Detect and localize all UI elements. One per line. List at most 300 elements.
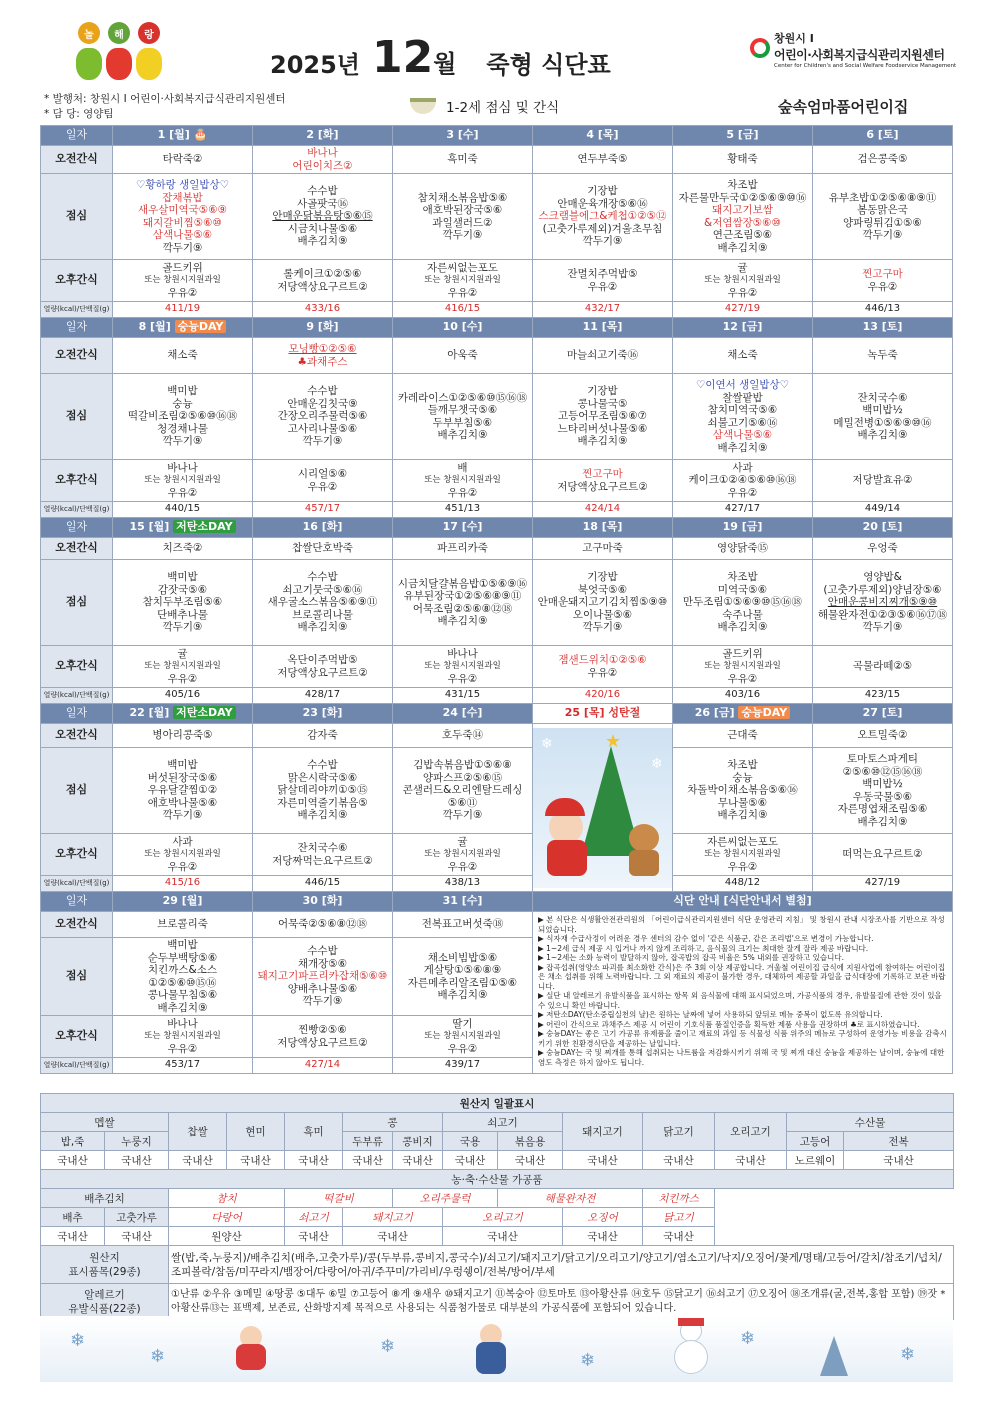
snowflake-icon: ❄ xyxy=(740,1328,756,1349)
title-year: 2025년 xyxy=(270,51,360,79)
menu-item: 참치미역국⑤⑥ xyxy=(707,404,778,416)
menu-item: 배 xyxy=(457,461,468,474)
date-text: 3 [수] xyxy=(446,128,479,142)
origin-head: 수산물 xyxy=(787,1113,954,1132)
menu-item: 찐고구마 xyxy=(582,468,623,480)
lunch-cell xyxy=(253,374,393,460)
menu-item: 저당발효유② xyxy=(852,474,913,487)
menu-item: 잔치국수⑥ xyxy=(297,842,348,854)
pm-snack-cell xyxy=(253,460,393,502)
menu-item: 안매운돼지고기김치찜⑤⑨⑩ xyxy=(537,596,668,609)
menu-item: 기장밥 xyxy=(587,185,618,198)
pm-snack-cell xyxy=(673,460,813,502)
label-kcal: 열량(kcal)/단백질(g) xyxy=(41,876,113,892)
label-day: 일자 xyxy=(41,892,113,912)
menu-item: 새우굴소스볶음⑤⑥⑨⑪ xyxy=(267,596,378,609)
notice-item: ▶ 식자재 수급사정이 어려운 경우 센터의 감수 없이 '같은 식품군, 같은 조리법'으로 변경이 가능합니다. xyxy=(538,934,874,943)
am-row xyxy=(41,338,953,374)
menu-item: 깍두기⑨ xyxy=(862,621,903,634)
date-text: 8 [월] xyxy=(138,320,171,334)
menu-item: 과일샐러드② xyxy=(432,216,493,229)
menu-item: 안매운육개장⑤⑥⑯ xyxy=(557,197,648,210)
menu-item: 백미밥½ xyxy=(862,778,903,790)
origin-value: 국내산 xyxy=(227,1151,285,1170)
menu-item: 버섯된장국⑤⑥ xyxy=(147,771,218,784)
pm-snack-cell xyxy=(393,1016,533,1058)
lunch-cell xyxy=(533,374,673,460)
date-cell xyxy=(813,518,953,538)
proc-origin: 국내산 xyxy=(643,1227,715,1246)
pm-snack-cell xyxy=(253,834,393,876)
date-text: 10 [수] xyxy=(442,320,483,334)
menu-item: 돼지고기보쌈 xyxy=(712,204,773,216)
label-lunch: 점심 xyxy=(41,560,113,646)
am-snack-cell: 타락죽② xyxy=(113,146,253,174)
origin-value: 국내산 xyxy=(844,1151,954,1170)
menu-item: 우유② xyxy=(447,286,478,299)
label-kcal: 열량(kcal)/단백질(g) xyxy=(41,502,113,518)
menu-item: 우유② xyxy=(307,480,338,493)
label-lunch: 점심 xyxy=(41,938,113,1016)
snowflake-icon: ❄ xyxy=(70,1330,86,1351)
menu-item: 애호박된장국⑤⑥ xyxy=(422,204,503,216)
kcal-cell: 446/13 xyxy=(813,302,953,318)
am-snack-cell: 채소죽 xyxy=(673,338,813,374)
meal-type-text: 1-2세 점심 및 간식 xyxy=(446,100,560,116)
center-name: 어린이·사회복지급식관리지원센터 xyxy=(774,48,945,62)
proc-origin: 국내산 xyxy=(563,1227,643,1246)
kcal-cell: 405/16 xyxy=(113,688,253,704)
pm-snack-cell xyxy=(813,460,953,502)
label-pm: 오후간식 xyxy=(41,834,113,876)
menu-item: 돼지고기파프리카잡채⑤⑥⑩ xyxy=(257,970,388,983)
label-day: 일자 xyxy=(41,318,113,338)
notice-item: ▶ 1~2세 급식 제공 시 입거나 까지 않게 조리하고, 음식물의 크기는 최대한 잘게 잘라 제공 바랍니다. xyxy=(538,943,869,953)
am-snack-cell: 어묵죽②⑤⑥⑧⑫⑱ xyxy=(253,912,393,938)
date-text: 1 [월] xyxy=(157,128,190,142)
date-cell xyxy=(253,318,393,338)
notice-item: ▶ 저탄소DAY(탄소중립실천의 날)은 원하는 날짜에 넣어 사용하되 앞뒤로 메뉴 중복이 없도록 유의합니다. xyxy=(538,1010,883,1019)
date-text: 22 [월] xyxy=(129,706,170,720)
menu-item: 오이나물⑤⑥ xyxy=(572,608,633,621)
center-mark-icon xyxy=(750,38,770,58)
center-logo xyxy=(750,30,960,80)
proc-origin: 국내산 xyxy=(443,1227,563,1246)
menu-item: 바나나 xyxy=(167,461,198,474)
notice-item: ▶ 잡곡섭취(영양소 파괴를 최소화한 간식)은 주 3회 이상 제공합니다. 겨울철 어린이집 급식에 지원사업에 참여하는 어린이집은 채소 섭취를 위해 노력바랍니다. 그 외 재료의 제공이 불가한 경우, 대체하여 제공할 과일을 급식대장에 기록하고 보관 바랍니다. xyxy=(538,962,946,991)
lunch-cell xyxy=(393,374,533,460)
title-month-unit: 월 xyxy=(433,50,457,78)
menu-item: 자른미역줄기볶음⑤ xyxy=(277,796,368,809)
lunch-row xyxy=(41,748,953,834)
pm-snack-cell xyxy=(113,834,253,876)
date-row xyxy=(41,126,953,146)
am-row xyxy=(41,912,953,938)
date-text: 5 [금] xyxy=(726,128,759,142)
origin-value: 국내산 xyxy=(715,1151,787,1170)
menu-item: 우유② xyxy=(587,280,618,293)
notice-item: ▶ 어린이 간식으로 과채주스 제공 시 어린이 기호식품 품질인증을 획득한 제품 사용을 권장하며 ♣로 표시하였습니다. xyxy=(538,1019,920,1029)
kcal-cell: 431/15 xyxy=(393,688,533,704)
date-text: 30 [화] xyxy=(302,894,343,908)
lunch-row xyxy=(41,374,953,460)
menu-item: 김밥속볶음밥①⑤⑥⑧ xyxy=(413,759,512,772)
day-tag: 숭늉DAY xyxy=(738,706,790,719)
processed-title: 농·축·수산물 가공품 xyxy=(41,1170,954,1189)
menu-item: 닭살데리야끼①⑤⑮ xyxy=(277,784,368,797)
proc-head: 떡갈비 xyxy=(285,1189,393,1208)
proc-sub: 돼지고기 xyxy=(343,1208,443,1227)
publisher-info xyxy=(44,92,286,122)
menu-item: 케이크①②④⑤⑥⑩⑯⑱ xyxy=(688,474,797,487)
menu-item: ①②⑤⑥⑩⑮⑯ xyxy=(148,976,217,989)
menu-item: 안매운콩비지찌개⑤⑨⑩ xyxy=(827,596,938,609)
origin-sub: 누룽지 xyxy=(105,1132,169,1151)
menu-item: 배추김치⑨ xyxy=(717,621,768,634)
menu-item: 치킨까스&소스 xyxy=(147,964,218,976)
origin-head: 찹쌀 xyxy=(169,1113,227,1151)
menu-item: 배추김치⑨ xyxy=(297,621,348,634)
menu-item: 백미밥 xyxy=(167,385,198,398)
date-text: 9 [화] xyxy=(306,320,339,334)
am-snack-cell: 연두부죽⑤ xyxy=(533,146,673,174)
am-snack-cell: 바나나 어린이치즈② xyxy=(253,146,393,174)
menu-item: 콩나물무침⑤⑥ xyxy=(147,989,218,1001)
center-en: Center for Children's and Social Welfare Foodservice Management xyxy=(774,63,957,69)
menu-item: 고사리나물⑤⑥ xyxy=(287,422,358,435)
menu-item: 해물완자전①②③⑤⑥⑯⑰⑱ xyxy=(817,608,948,621)
notice-title: 식단 안내 [식단안내서 별첨] xyxy=(533,892,953,912)
am-snack-cell: 검은콩죽⑤ xyxy=(813,146,953,174)
date-cell xyxy=(673,318,813,338)
notice-item: ▶ 숭늉DAY는 좋은 고기 가공류 유제품을 줄이고 재료의 과일 등 식물성 식품 위주의 메뉴로 구성하여 운영가능 비용을 감축시키기 위한 친환경식단을 제공하는 날입니다. xyxy=(538,1029,947,1048)
kcal-cell: 433/16 xyxy=(253,302,393,318)
menu-item: 어묵조림②⑤⑥⑧⑫⑱ xyxy=(412,602,513,615)
menu-item: 스크램블에그&케첩①②⑤⑫ xyxy=(538,210,667,223)
page-title xyxy=(270,20,710,83)
winter-decoration xyxy=(40,1316,953,1382)
menu-item: 우유② xyxy=(447,672,478,685)
pm-snack-cell xyxy=(813,260,953,302)
menu-item: 골드키위 xyxy=(162,261,203,274)
tree-icon xyxy=(820,1336,848,1376)
date-text: 12 [금] xyxy=(722,320,763,334)
am-row xyxy=(41,538,953,560)
menu-item: 백미밥½ xyxy=(862,404,903,416)
menu-item: 콩나물국⑤ xyxy=(577,397,628,410)
day-tag: 저탄소DAY xyxy=(173,520,235,533)
kcal-cell: 416/15 xyxy=(393,302,533,318)
origin-sub: 밥,죽 xyxy=(41,1132,105,1151)
label-pm: 오후간식 xyxy=(41,1016,113,1058)
lunch-cell xyxy=(253,748,393,834)
date-text: 11 [목] xyxy=(582,320,623,334)
pm-row xyxy=(41,646,953,688)
origin-sub: 국용 xyxy=(443,1132,498,1151)
menu-item: 우유② xyxy=(587,666,618,679)
menu-item: 또는 창원시지원과일 xyxy=(144,1031,221,1042)
menu-item: 사골팟국⑯ xyxy=(296,197,349,210)
date-text: 13 [토] xyxy=(862,320,903,334)
kcal-cell: 411/19 xyxy=(113,302,253,318)
am-snack-cell: 전복표고버섯죽⑱ xyxy=(393,912,533,938)
menu-item: 쇠고기뭇국⑤⑥⑯ xyxy=(282,583,363,596)
menu-item: 안매운김칫국⑨ xyxy=(287,397,358,410)
menu-item: 우유② xyxy=(447,486,478,499)
am-snack-cell: 아욱죽 xyxy=(393,338,533,374)
kindergarten-name: 숲속엄마품어린이집 xyxy=(778,98,909,116)
am-snack-cell: 황태죽 xyxy=(673,146,813,174)
cake-icon: 🎂 xyxy=(189,128,208,142)
menu-item: 자른씨없는포도 xyxy=(706,835,778,848)
menu-item: 북엇국⑤⑥ xyxy=(577,583,628,596)
kcal-cell: 423/15 xyxy=(813,688,953,704)
menu-item: 숭늉 xyxy=(732,771,753,784)
menu-item: 저당액상요구르트② xyxy=(277,666,368,679)
snowflake-icon: ❄ xyxy=(900,1344,916,1365)
date-row xyxy=(41,318,953,338)
menu-item: 또는 창원시지원과일 xyxy=(424,661,501,672)
proc-head: 치킨까스 xyxy=(643,1189,715,1208)
menu-item: 찐빵②⑤⑥ xyxy=(298,1024,347,1036)
pm-snack-cell xyxy=(673,260,813,302)
red-pepper-icon xyxy=(106,48,132,80)
menu-item: 양파링튀김①⑤⑥ xyxy=(843,216,922,229)
green-pepper-icon xyxy=(76,48,102,80)
label-kcal: 열량(kcal)/단백질(g) xyxy=(41,1058,113,1074)
pm-snack-cell xyxy=(673,834,813,876)
date-cell xyxy=(673,704,813,724)
menu-item: 삼색나물⑤⑥ xyxy=(152,229,213,241)
date-cell xyxy=(393,518,533,538)
menu-item: 영양밥& xyxy=(863,571,902,584)
kcal-cell: 424/14 xyxy=(533,502,673,518)
title-month: 12 xyxy=(371,32,434,83)
menu-item: 미역국⑤⑥ xyxy=(717,583,768,596)
menu-item: 또는 창원시지원과일 xyxy=(704,275,781,286)
date-row xyxy=(41,518,953,538)
proc-origin: 국내산 xyxy=(285,1227,343,1246)
menu-item: 딸기 xyxy=(452,1017,473,1030)
menu-item: 차조밥 xyxy=(727,571,758,584)
date-text: 29 [월] xyxy=(162,894,203,908)
origin-value: 노르웨이 xyxy=(787,1151,844,1170)
menu-item: 차조밥 xyxy=(727,179,758,191)
date-cell xyxy=(113,518,253,538)
menu-item: 브로콜리나물 xyxy=(292,608,353,621)
proc-origin: 국내산 xyxy=(41,1227,105,1246)
origin-text: 쌀(밥,죽,누룽지)/배추김치(배추,고춧가루)/콩(두부류,콩비지,콩국수)/쇠고기/돼지고기/닭고기/오리고기/양고기/염소고기/낙지/오징어/꽃게/명태/고등어/갈치/참조기/넙치/조피볼락/참돔/미꾸라지/뱀장어/다랑어/아귀/주꾸미/가리비/우렁쉥이/전복/방어/부세 xyxy=(169,1246,954,1284)
menu-table xyxy=(40,125,953,1074)
menu-item: 참치채소볶음밥⑤⑥ xyxy=(417,191,508,204)
allergy-text: ①난류 ②우유 ③메밀 ④땅콩 ⑤대두 ⑥밀 ⑦고등어 ⑧게 ⑨새우 ⑩돼지고기 ⑪복숭아 ⑫토마토 ⑬아황산류 ⑭호두 ⑮닭고기 ⑯쇠고기 ⑰오징어 ⑱조개류(굴,전복,홍합 포함) ⑲잣 * 아황산류⑬는 표백제, 보존료, 산화방지제 목적으로 사용되는 식품첨가물로 대부분의 가공식품에 포함되어 있습니다. xyxy=(169,1284,954,1320)
label-am: 오전간식 xyxy=(41,538,113,560)
label-lunch: 점심 xyxy=(41,374,113,460)
am-snack-cell: 감자죽 xyxy=(253,724,393,748)
date-cell xyxy=(533,318,673,338)
date-cell xyxy=(813,318,953,338)
date-cell xyxy=(253,704,393,724)
logo-peppers xyxy=(74,22,170,82)
menu-item: 채개장⑤⑥ xyxy=(297,957,348,970)
menu-item: 또는 창원시지원과일 xyxy=(704,661,781,672)
date-text: 20 [토] xyxy=(862,520,903,534)
lunch-cell xyxy=(393,174,533,260)
pm-snack-cell xyxy=(533,460,673,502)
menu-item: 순두부백탕⑤⑥ xyxy=(147,951,218,964)
label-am: 오전간식 xyxy=(41,338,113,374)
menu-item: 또는 창원시지원과일 xyxy=(144,661,221,672)
menu-item: 숙주나물 xyxy=(722,608,763,621)
menu-item: 깍두기⑨ xyxy=(862,229,903,241)
menu-item: (고춧가루제외)겨울초무침 xyxy=(542,222,663,235)
lunch-cell xyxy=(813,560,953,646)
lunch-cell xyxy=(673,174,813,260)
am-snack-cell: 채소죽 xyxy=(113,338,253,374)
allergy-label: 알레르기 유발식품(22종) xyxy=(41,1284,169,1320)
header xyxy=(0,0,992,125)
menu-item: 깍두기⑨ xyxy=(162,809,203,822)
date-cell xyxy=(253,892,393,912)
pm-snack-cell xyxy=(393,646,533,688)
kcal-cell: 427/17 xyxy=(673,502,813,518)
menu-item: 백미밥 xyxy=(167,939,198,951)
lunch-cell xyxy=(533,560,673,646)
manager: * 담 당: 영양팀 xyxy=(44,108,114,120)
menu-item: 곡물라떼②⑤ xyxy=(852,660,913,673)
menu-item: 콘샐러드&오리엔탈드레싱 xyxy=(402,784,523,797)
label-pm: 오후간식 xyxy=(41,646,113,688)
menu-item: 떠먹는요구르트② xyxy=(842,848,923,861)
notice-item: ▶ 본 식단은 식생활안전관리원의 「어린이급식관리지원센터 식단 운영관리 지침」 및 창원시 관내 시장조사를 기반으로 작성되었습니다. xyxy=(538,915,945,934)
menu-item: 백미밥 xyxy=(167,759,198,772)
date-text: 23 [화] xyxy=(302,706,343,720)
origin-value: 국내산 xyxy=(643,1151,715,1170)
menu-item: 또는 창원시지원과일 xyxy=(424,475,501,486)
menu-item: 떡갈비조림②⑤⑥⑩⑯⑱ xyxy=(127,410,238,423)
date-cell xyxy=(393,704,533,724)
menu-item: 깍두기⑨ xyxy=(442,229,483,241)
day-tag: 숭늉DAY xyxy=(175,320,227,333)
menu-item: 안매운닭볶음탕⑤⑥⑮ xyxy=(272,210,373,223)
am-snack-cell: 근대죽 xyxy=(673,724,813,748)
kcal-cell: 403/16 xyxy=(673,688,813,704)
menu-item: 간장오리주물럭⑤⑥ xyxy=(277,410,368,423)
lunch-cell xyxy=(393,938,533,1016)
am-snack-cell: 영양닭죽⑮ xyxy=(673,538,813,560)
menu-item: 고등어무조림⑤⑥⑦ xyxy=(557,410,648,423)
label-pm: 오후간식 xyxy=(41,460,113,502)
lunch-row xyxy=(41,174,953,260)
date-cell xyxy=(113,704,253,724)
pm-snack-cell xyxy=(813,834,953,876)
menu-item: 배추김치⑨ xyxy=(717,241,768,254)
menu-item: 우유② xyxy=(727,286,758,299)
title-text: 죽형 식단표 xyxy=(486,51,611,79)
menu-item: 유부된장국①②⑤⑥⑧⑨⑪ xyxy=(403,590,522,602)
date-text: 16 [화] xyxy=(302,520,343,534)
menu-item: 우유② xyxy=(727,486,758,499)
origin-value: 국내산 xyxy=(285,1151,343,1170)
date-cell xyxy=(533,126,673,146)
origin-head: 쇠고기 xyxy=(443,1113,563,1132)
date-cell xyxy=(813,704,953,724)
date-text: 6 [토] xyxy=(866,128,899,142)
kcal-cell: 427/19 xyxy=(673,302,813,318)
pm-snack-cell xyxy=(113,1016,253,1058)
am-snack-cell: 흑미죽 xyxy=(393,146,533,174)
menu-item: 유부초밥①②⑤⑥⑧⑨⑪ xyxy=(828,191,937,204)
menu-item: 깍두기⑨ xyxy=(582,621,623,634)
proc-sub: 쇠고기 xyxy=(285,1208,343,1227)
logo-letter: 놀 xyxy=(78,22,100,44)
kcal-cell: 415/16 xyxy=(113,876,253,892)
pm-snack-cell xyxy=(533,260,673,302)
am-snack-cell: 모닝빵①②⑤⑥ ♣과채주스 xyxy=(253,338,393,374)
lunch-cell xyxy=(113,560,253,646)
menu-item: 바나나 xyxy=(447,647,478,660)
label-day: 일자 xyxy=(41,126,113,146)
kcal-cell: 420/16 xyxy=(533,688,673,704)
am-snack-cell: 고구마죽 xyxy=(533,538,673,560)
origin-head: 현미 xyxy=(227,1113,285,1151)
menu-item: 깍두기⑨ xyxy=(162,621,203,634)
publisher: * 발행처: 창원시 I 어린이·사회복지급식관리지원센터 xyxy=(44,93,286,105)
kcal-row xyxy=(41,302,953,318)
menu-item: 수수밥 xyxy=(307,385,338,398)
origin-head: 오리고기 xyxy=(715,1113,787,1151)
menu-item: 잔멸치주먹밥⑤ xyxy=(567,268,638,280)
menu-item: 우유② xyxy=(167,672,198,685)
am-snack-cell: 찹쌀단호박죽 xyxy=(253,538,393,560)
date-cell xyxy=(393,318,533,338)
date-cell xyxy=(113,318,253,338)
date-row xyxy=(41,892,953,912)
menu-item: 배추김치⑨ xyxy=(717,441,768,454)
snowflake-icon: ❄ xyxy=(580,1350,596,1371)
menu-item: 차조밥 xyxy=(727,759,758,772)
date-cell xyxy=(673,518,813,538)
menu-item: 수수밥 xyxy=(307,571,338,584)
menu-item: 깍두기⑨ xyxy=(162,435,203,448)
menu-item: 시금치나물⑤⑥ xyxy=(287,222,358,235)
logo-letter: 해 xyxy=(108,22,130,44)
am-snack-cell: 녹두죽 xyxy=(813,338,953,374)
menu-item: 수수밥 xyxy=(307,945,338,958)
menu-item: 수수밥 xyxy=(307,185,338,198)
origin-value: 국내산 xyxy=(443,1151,498,1170)
pm-snack-cell xyxy=(813,646,953,688)
kcal-row xyxy=(41,502,953,518)
date-text: 27 [토] xyxy=(862,706,903,720)
date-text: 18 [목] xyxy=(582,520,623,534)
menu-item: 바나나 xyxy=(167,1017,198,1030)
menu-item: 우유② xyxy=(727,860,758,873)
pm-snack-cell xyxy=(113,260,253,302)
menu-item: 우유② xyxy=(167,860,198,873)
origin-value: 국내산 xyxy=(393,1151,443,1170)
notice-item: ▶ 1~2세는 소화 능력이 발달하지 않아, 잡곡밥의 잡곡 비율은 5% 내외를 권장하고 있습니다. xyxy=(538,953,844,962)
day-tag: 저탄소DAY xyxy=(173,706,235,719)
menu-item: 토마토스파게티 xyxy=(846,753,918,765)
menu-item: 메밀전병①⑤⑥⑨⑩⑯ xyxy=(833,416,932,429)
proc-sub: 오징어 xyxy=(563,1208,643,1227)
origin-head: 돼지고기 xyxy=(563,1113,643,1151)
menu-item: 우유달걀찜①② xyxy=(147,784,218,797)
proc-sub: 오리고기 xyxy=(443,1208,563,1227)
origin-value: 국내산 xyxy=(343,1151,393,1170)
menu-item: 백미밥 xyxy=(167,571,198,584)
